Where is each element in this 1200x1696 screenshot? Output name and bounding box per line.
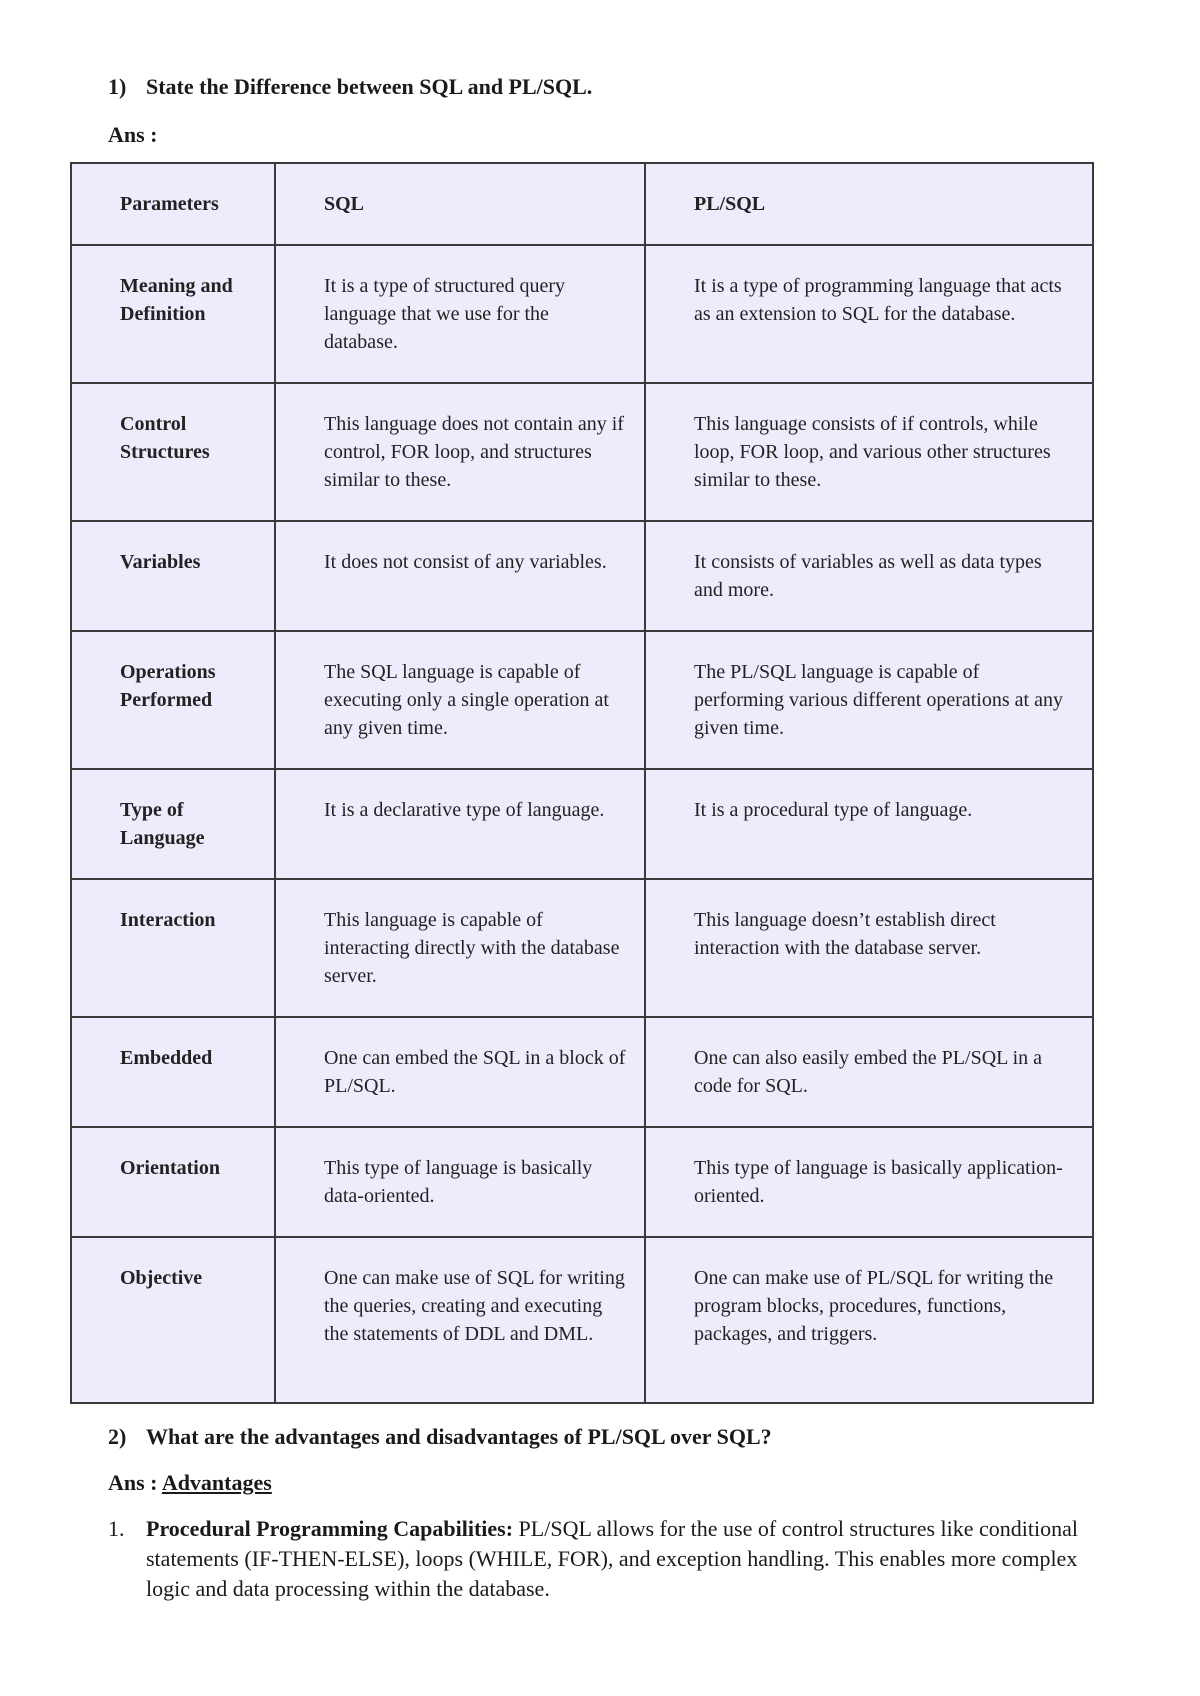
- table-row: [71, 879, 1093, 1017]
- row-plsql-cell: The PL/SQL language is capable of performing various different operations at any given time.: [645, 631, 1093, 769]
- list-item-number: 1.: [108, 1516, 125, 1541]
- question-2-heading: [108, 1424, 772, 1450]
- comparison-table: [70, 162, 1094, 1404]
- row-plsql-cell: This language consists of if controls, while loop, FOR loop, and various other structures similar to these.: [645, 383, 1093, 521]
- row-parameter: Embedded: [71, 1017, 275, 1127]
- answer-2-label: Ans :: [108, 1470, 158, 1495]
- list-item: [108, 1514, 1088, 1604]
- answer-1-label: Ans :: [108, 122, 158, 147]
- advantages-list: [108, 1514, 1088, 1604]
- question-1-heading: [108, 74, 592, 100]
- row-parameter: Meaning and Definition: [71, 245, 275, 383]
- row-sql-cell: It is a type of structured query language that we use for the database.: [275, 245, 645, 383]
- question-2-text: What are the advantages and disadvantages of PL/SQL over SQL?: [146, 1424, 772, 1449]
- table-row: [71, 245, 1093, 383]
- header-plsql: PL/SQL: [645, 163, 1093, 245]
- row-parameter: Operations Performed: [71, 631, 275, 769]
- advantages-heading: Advantages: [161, 1470, 272, 1495]
- row-parameter: Variables: [71, 521, 275, 631]
- list-item-text: PL/SQL allows for the use of control structures like conditional statements (IF-THEN-ELSE), loops (WHILE, FOR), and exception handling. This enables more complex logic and data processing within the database.: [146, 1516, 1079, 1601]
- table-row: [71, 383, 1093, 521]
- row-sql-cell: One can embed the SQL in a block of PL/SQL.: [275, 1017, 645, 1127]
- table-header-row: [71, 163, 1093, 245]
- row-plsql-cell: This language doesn’t establish direct interaction with the database server.: [645, 879, 1093, 1017]
- row-parameter: Control Structures: [71, 383, 275, 521]
- question-1-number: 1): [108, 74, 127, 99]
- row-plsql-cell: One can also easily embed the PL/SQL in a code for SQL.: [645, 1017, 1093, 1127]
- row-parameter: Orientation: [71, 1127, 275, 1237]
- table-row: [71, 1127, 1093, 1237]
- row-sql-cell: One can make use of SQL for writing the queries, creating and executing the statements of DDL and DML.: [275, 1237, 645, 1403]
- row-parameter: Interaction: [71, 879, 275, 1017]
- header-sql: SQL: [275, 163, 645, 245]
- list-item-term: Procedural Programming Capabilities:: [146, 1516, 514, 1541]
- row-plsql-cell: It is a type of programming language that acts as an extension to SQL for the database.: [645, 245, 1093, 383]
- table-row: [71, 631, 1093, 769]
- row-plsql-cell: One can make use of PL/SQL for writing the program blocks, procedures, functions, packages, and triggers.: [645, 1237, 1093, 1403]
- table-row: [71, 769, 1093, 879]
- row-plsql-cell: It is a procedural type of language.: [645, 769, 1093, 879]
- table-row: [71, 1237, 1093, 1403]
- table-row: [71, 521, 1093, 631]
- row-parameter: Objective: [71, 1237, 275, 1403]
- answer-2-line: [108, 1470, 272, 1496]
- row-plsql-cell: It consists of variables as well as data types and more.: [645, 521, 1093, 631]
- row-sql-cell: This type of language is basically data-oriented.: [275, 1127, 645, 1237]
- row-sql-cell: This language is capable of interacting directly with the database server.: [275, 879, 645, 1017]
- row-sql-cell: It is a declarative type of language.: [275, 769, 645, 879]
- question-1-text: State the Difference between SQL and PL/SQL.: [146, 74, 593, 99]
- row-sql-cell: It does not consist of any variables.: [275, 521, 645, 631]
- row-sql-cell: This language does not contain any if control, FOR loop, and structures similar to these.: [275, 383, 645, 521]
- table-row: [71, 1017, 1093, 1127]
- row-parameter: Type of Language: [71, 769, 275, 879]
- row-plsql-cell: This type of language is basically application-oriented.: [645, 1127, 1093, 1237]
- header-parameters: Parameters: [71, 163, 275, 245]
- question-2-number: 2): [108, 1424, 127, 1449]
- row-sql-cell: The SQL language is capable of executing only a single operation at any given time.: [275, 631, 645, 769]
